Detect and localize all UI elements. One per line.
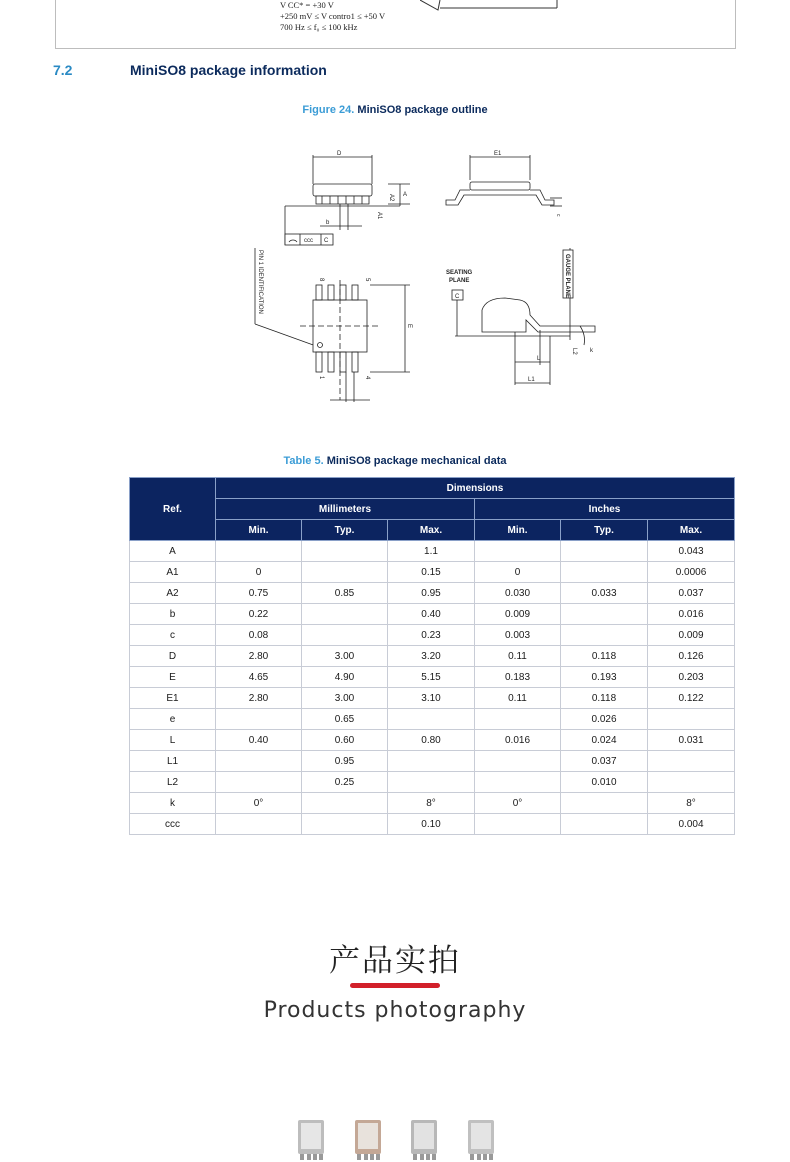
value-cell: 0.183	[475, 667, 561, 688]
value-cell: 0.08	[216, 625, 302, 646]
table-body	[130, 541, 735, 835]
table-row	[130, 562, 735, 583]
value-cell: 0.026	[561, 709, 648, 730]
figure-caption-text: MiniSO8 package outline	[357, 104, 488, 116]
table-row	[130, 730, 735, 751]
ref-cell: E	[130, 667, 216, 688]
dim-a-label: A	[403, 192, 408, 198]
pin5-label: 5	[364, 278, 370, 282]
value-cell: 3.10	[388, 688, 475, 709]
value-cell	[302, 793, 388, 814]
table-row	[130, 793, 735, 814]
value-cell: 0.126	[648, 646, 735, 667]
value-cell: 0.031	[648, 730, 735, 751]
value-cell	[648, 772, 735, 793]
value-cell: 3.00	[302, 688, 388, 709]
sub-header: Typ.	[302, 520, 388, 541]
ref-cell: A	[130, 541, 216, 562]
value-cell	[561, 562, 648, 583]
value-cell: 0.004	[648, 814, 735, 835]
condition-line: +250 mV ≤ V contro1 ≤ +50 V	[280, 11, 386, 21]
value-cell: 2.80	[216, 688, 302, 709]
dim-l-label: L	[537, 356, 541, 362]
ref-cell: k	[130, 793, 216, 814]
test-conditions	[280, 0, 385, 33]
value-cell: 0.118	[561, 646, 648, 667]
value-cell	[648, 709, 735, 730]
product-photo	[296, 1118, 326, 1162]
ref-cell: L	[130, 730, 216, 751]
value-cell: 0.65	[302, 709, 388, 730]
gauge-plane-label: GAUGE PLANE	[564, 254, 570, 299]
value-cell: 0.80	[388, 730, 475, 751]
table-caption-text: MiniSO8 package mechanical data	[326, 455, 507, 467]
value-cell: 0.60	[302, 730, 388, 751]
value-cell: 0.95	[388, 583, 475, 604]
value-cell: 0.10	[388, 814, 475, 835]
value-cell: 0.25	[302, 772, 388, 793]
table-label: Table 5.	[283, 455, 324, 467]
sub-header: Min.	[216, 520, 302, 541]
dim-b-label: b	[326, 220, 330, 226]
previous-figure-frame	[55, 0, 736, 49]
pin8-label: 8	[318, 278, 324, 282]
value-cell	[216, 751, 302, 772]
table-row	[130, 688, 735, 709]
photography-title-en: Products photography	[263, 998, 527, 1023]
dim-c-label: c	[555, 214, 561, 217]
value-cell: 0.118	[561, 688, 648, 709]
value-cell: 5.15	[388, 667, 475, 688]
condition-line: V CC* = +30 V	[280, 0, 334, 10]
value-cell	[561, 793, 648, 814]
value-cell	[561, 814, 648, 835]
product-photo	[466, 1118, 496, 1162]
seating-plane-label-2: PLANE	[449, 278, 470, 284]
dim-e1-label: E1	[494, 151, 502, 157]
value-cell: 0.122	[648, 688, 735, 709]
value-cell: 0.40	[388, 604, 475, 625]
table-row	[130, 625, 735, 646]
table-row	[130, 541, 735, 562]
value-cell	[388, 751, 475, 772]
section-title: MiniSO8 package information	[130, 62, 327, 78]
value-cell: 0.203	[648, 667, 735, 688]
value-cell	[302, 604, 388, 625]
ref-cell: c	[130, 625, 216, 646]
ref-cell: A1	[130, 562, 216, 583]
top-view	[255, 248, 412, 402]
dim-a2-label: A2	[388, 194, 394, 202]
value-cell: 0°	[216, 793, 302, 814]
value-cell	[475, 709, 561, 730]
value-cell: 0.030	[475, 583, 561, 604]
value-cell: 0.75	[216, 583, 302, 604]
pin1-id-label: PIN 1 IDENTIFICATION	[257, 250, 263, 314]
value-cell	[475, 814, 561, 835]
value-cell	[216, 709, 302, 730]
value-cell: 0.11	[475, 646, 561, 667]
dimensions-header: Dimensions	[216, 478, 735, 499]
value-cell: 0.009	[475, 604, 561, 625]
sub-header: Typ.	[561, 520, 648, 541]
value-cell: 0.043	[648, 541, 735, 562]
value-cell: 0	[475, 562, 561, 583]
value-cell: 2.80	[216, 646, 302, 667]
value-cell: 4.65	[216, 667, 302, 688]
photography-title-cn: 产品实拍	[329, 943, 461, 979]
value-cell	[216, 814, 302, 835]
waveform-fragment	[420, 0, 560, 14]
value-cell	[388, 772, 475, 793]
value-cell: 1.1	[388, 541, 475, 562]
table-row	[130, 667, 735, 688]
table-row	[130, 604, 735, 625]
value-cell: 4.90	[302, 667, 388, 688]
datum-c-label: C	[324, 238, 329, 244]
value-cell: 0.85	[302, 583, 388, 604]
value-cell: 0.11	[475, 688, 561, 709]
value-cell: 0	[216, 562, 302, 583]
seating-plane-label-1: SEATING	[446, 270, 473, 276]
value-cell: 0.016	[475, 730, 561, 751]
ccc-label: ccc	[304, 238, 313, 244]
sub-header: Min.	[475, 520, 561, 541]
pin4-label: 4	[364, 376, 370, 380]
end-view	[446, 151, 562, 217]
ref-cell: L1	[130, 751, 216, 772]
table-row	[130, 751, 735, 772]
ref-cell: L2	[130, 772, 216, 793]
value-cell: 0.0006	[648, 562, 735, 583]
value-cell: 0.003	[475, 625, 561, 646]
dim-d-label: D	[337, 151, 342, 157]
value-cell	[302, 814, 388, 835]
seating-datum-c: C	[455, 294, 460, 300]
table-row	[130, 772, 735, 793]
value-cell: 3.20	[388, 646, 475, 667]
table-row	[130, 583, 735, 604]
ref-header: Ref.	[130, 478, 216, 541]
figure-label: Figure 24.	[302, 104, 355, 116]
value-cell: 0°	[475, 793, 561, 814]
value-cell: 0.95	[302, 751, 388, 772]
accent-bar	[350, 983, 440, 988]
sub-header: Max.	[648, 520, 735, 541]
value-cell: 0.037	[561, 751, 648, 772]
value-cell	[216, 772, 302, 793]
value-cell	[302, 541, 388, 562]
package-outline-drawing	[250, 140, 610, 410]
table-row	[130, 814, 735, 835]
value-cell: 0.23	[388, 625, 475, 646]
ref-cell: A2	[130, 583, 216, 604]
value-cell	[302, 562, 388, 583]
product-photo	[353, 1118, 383, 1162]
value-cell: 0.009	[648, 625, 735, 646]
millimeters-header: Millimeters	[216, 499, 475, 520]
product-photo	[409, 1118, 439, 1162]
value-cell: 0.037	[648, 583, 735, 604]
value-cell	[561, 541, 648, 562]
value-cell: 3.00	[302, 646, 388, 667]
value-cell: 8°	[648, 793, 735, 814]
value-cell: 0.016	[648, 604, 735, 625]
ref-cell: D	[130, 646, 216, 667]
value-cell: 0.15	[388, 562, 475, 583]
ref-cell: ccc	[130, 814, 216, 835]
mechanical-data-table	[129, 477, 735, 835]
inches-header: Inches	[475, 499, 735, 520]
dim-a1-label: A1	[376, 212, 382, 220]
value-cell: 0.22	[216, 604, 302, 625]
value-cell	[388, 709, 475, 730]
condition-line: 700 Hz ≤ f₀ ≤ 100 kHz	[280, 22, 358, 32]
value-cell	[561, 604, 648, 625]
value-cell: 0.40	[216, 730, 302, 751]
dim-e-label: E	[406, 324, 412, 329]
ref-cell: b	[130, 604, 216, 625]
angle-k-label: k	[590, 348, 593, 354]
value-cell	[216, 541, 302, 562]
pin1-label: 1	[318, 376, 324, 380]
table-row	[130, 709, 735, 730]
value-cell	[648, 751, 735, 772]
value-cell: 0.010	[561, 772, 648, 793]
ref-cell: E1	[130, 688, 216, 709]
value-cell: 0.033	[561, 583, 648, 604]
value-cell	[561, 625, 648, 646]
lead-detail-view	[446, 248, 595, 385]
sub-header: Max.	[388, 520, 475, 541]
value-cell: 8°	[388, 793, 475, 814]
figure-caption	[0, 104, 790, 116]
dim-l1-label: L1	[528, 377, 535, 383]
value-cell	[475, 772, 561, 793]
dim-l2-label: L2	[571, 348, 577, 355]
side-view	[285, 151, 410, 245]
value-cell	[475, 541, 561, 562]
value-cell	[475, 751, 561, 772]
table-caption	[0, 455, 790, 467]
value-cell: 0.193	[561, 667, 648, 688]
value-cell	[302, 625, 388, 646]
ref-cell: e	[130, 709, 216, 730]
value-cell: 0.024	[561, 730, 648, 751]
section-number: 7.2	[53, 62, 73, 78]
table-row	[130, 646, 735, 667]
